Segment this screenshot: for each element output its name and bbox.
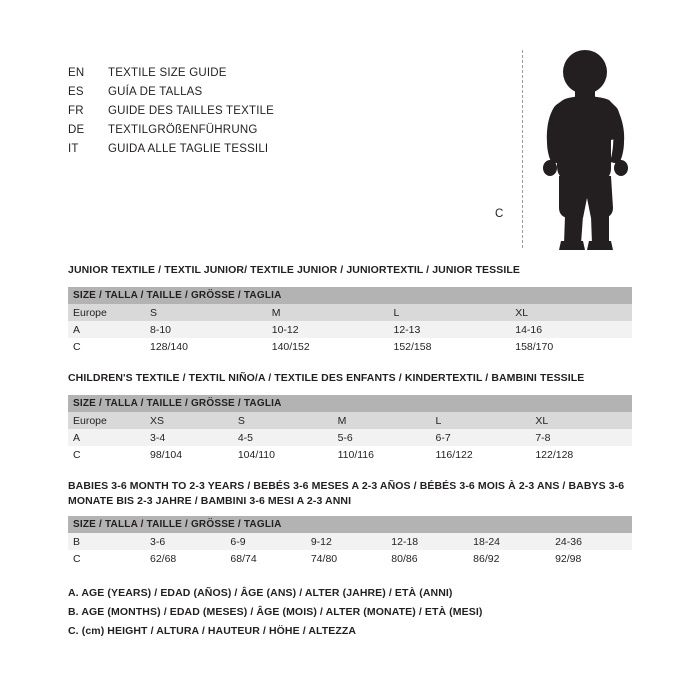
row-cell: 8-10 <box>145 321 267 338</box>
header-cell: L <box>431 412 531 429</box>
row-cell: 9-12 <box>306 533 386 550</box>
table-children <box>68 395 632 463</box>
language-text: GUIDA ALLE TAGLIE TESSILI <box>108 143 269 155</box>
table-row <box>68 550 632 567</box>
section-title-junior: JUNIOR TEXTILE / TEXTIL JUNIOR/ TEXTILE JUNIOR / JUNIORTEXTIL / JUNIOR TESSILE <box>68 264 520 276</box>
row-cell: 98/104 <box>145 446 233 463</box>
row-cell: 12-18 <box>386 533 468 550</box>
row-label: A <box>68 429 145 446</box>
table-row <box>68 446 632 463</box>
row-cell: 86/92 <box>468 550 550 567</box>
row-cell: 10-12 <box>267 321 389 338</box>
row-cell: 92/98 <box>550 550 632 567</box>
row-cell: 140/152 <box>267 338 389 355</box>
language-text: GUÍA DE TALLAS <box>108 86 203 98</box>
language-code: IT <box>68 143 79 155</box>
height-figure <box>495 48 655 253</box>
table-junior <box>68 287 632 355</box>
row-cell: 128/140 <box>145 338 267 355</box>
header-cell: Europe <box>68 412 145 429</box>
row-cell: 4-5 <box>233 429 333 446</box>
row-cell: 18-24 <box>468 533 550 550</box>
row-label: C <box>68 446 145 463</box>
child-silhouette-icon <box>533 48 643 253</box>
row-cell: 7-8 <box>530 429 632 446</box>
row-cell: 3-6 <box>145 533 225 550</box>
table-header-row <box>68 304 632 321</box>
row-cell: 12-13 <box>389 321 511 338</box>
language-row <box>68 64 274 83</box>
legend-item-height: C. (cm) HEIGHT / ALTURA / HAUTEUR / HÖHE / ALTEZZA <box>68 625 357 637</box>
row-cell: 6-9 <box>225 533 305 550</box>
table-row <box>68 321 632 338</box>
header-cell: M <box>333 412 431 429</box>
row-cell: 62/68 <box>145 550 225 567</box>
legend-item-age-months: B. AGE (MONTHS) / EDAD (MESES) / ÂGE (MOIS) / ALTER (MONATE) / ETÀ (MESI) <box>68 606 483 618</box>
table-subheader-row <box>68 516 632 533</box>
language-code: EN <box>68 67 85 79</box>
row-cell: 14-16 <box>510 321 632 338</box>
language-row <box>68 83 274 102</box>
header-cell: Europe <box>68 304 145 321</box>
row-cell: 152/158 <box>389 338 511 355</box>
table-row <box>68 533 632 550</box>
section-title-babies: BABIES 3-6 MONTH TO 2-3 YEARS / BEBÉS 3-6 MESES A 2-3 AÑOS / BÉBÉS 3-6 MOIS À 2-3 ANS / BABYS 3-6 MONATE BIS 2-3 JAHRE / BAMBINI 3-6 MESI A 2-3 ANNI <box>68 480 625 507</box>
table-babies <box>68 516 632 567</box>
height-dashed-line <box>522 50 523 248</box>
header-cell: S <box>233 412 333 429</box>
header-cell: S <box>145 304 267 321</box>
row-cell: 110/116 <box>333 446 431 463</box>
language-code: FR <box>68 105 84 117</box>
language-text: GUIDE DES TAILLES TEXTILE <box>108 105 275 117</box>
table-subheader-cell: SIZE / TALLA / TAILLE / GRÖSSE / TAGLIA <box>68 516 632 533</box>
row-label: C <box>68 338 145 355</box>
header-cell: XS <box>145 412 233 429</box>
language-text: TEXTILGRÖßENFÜHRUNG <box>108 124 258 136</box>
language-row <box>68 102 274 121</box>
row-cell: 6-7 <box>431 429 531 446</box>
row-cell: 116/122 <box>431 446 531 463</box>
row-cell: 122/128 <box>530 446 632 463</box>
table-subheader-cell: SIZE / TALLA / TAILLE / GRÖSSE / TAGLIA <box>68 287 632 304</box>
row-cell: 68/74 <box>225 550 305 567</box>
language-text: TEXTILE SIZE GUIDE <box>108 67 227 79</box>
row-label: C <box>68 550 145 567</box>
table-subheader-row <box>68 287 632 304</box>
height-measure-label: C <box>495 208 504 220</box>
table-row <box>68 338 632 355</box>
row-cell: 3-4 <box>145 429 233 446</box>
language-code: DE <box>68 124 85 136</box>
section-title-children: CHILDREN'S TEXTILE / TEXTIL NIÑO/A / TEXTILE DES ENFANTS / KINDERTEXTIL / BAMBINI TESSILE <box>68 372 585 384</box>
table-header-row <box>68 412 632 429</box>
header-cell: M <box>267 304 389 321</box>
table-row <box>68 429 632 446</box>
header-cell: L <box>389 304 511 321</box>
row-cell: 5-6 <box>333 429 431 446</box>
language-list <box>68 64 274 159</box>
table-subheader-row <box>68 395 632 412</box>
language-code: ES <box>68 86 84 98</box>
language-row <box>68 121 274 140</box>
row-cell: 24-36 <box>550 533 632 550</box>
legend <box>68 584 482 641</box>
row-cell: 80/86 <box>386 550 468 567</box>
row-cell: 74/80 <box>306 550 386 567</box>
table-subheader-cell: SIZE / TALLA / TAILLE / GRÖSSE / TAGLIA <box>68 395 632 412</box>
header-cell: XL <box>530 412 632 429</box>
legend-item-age-years: A. AGE (YEARS) / EDAD (AÑOS) / ÂGE (ANS) / ALTER (JAHRE) / ETÀ (ANNI) <box>68 587 453 599</box>
header-cell: XL <box>510 304 632 321</box>
row-cell: 158/170 <box>510 338 632 355</box>
row-label: B <box>68 533 145 550</box>
row-label: A <box>68 321 145 338</box>
language-row <box>68 140 274 159</box>
row-cell: 104/110 <box>233 446 333 463</box>
